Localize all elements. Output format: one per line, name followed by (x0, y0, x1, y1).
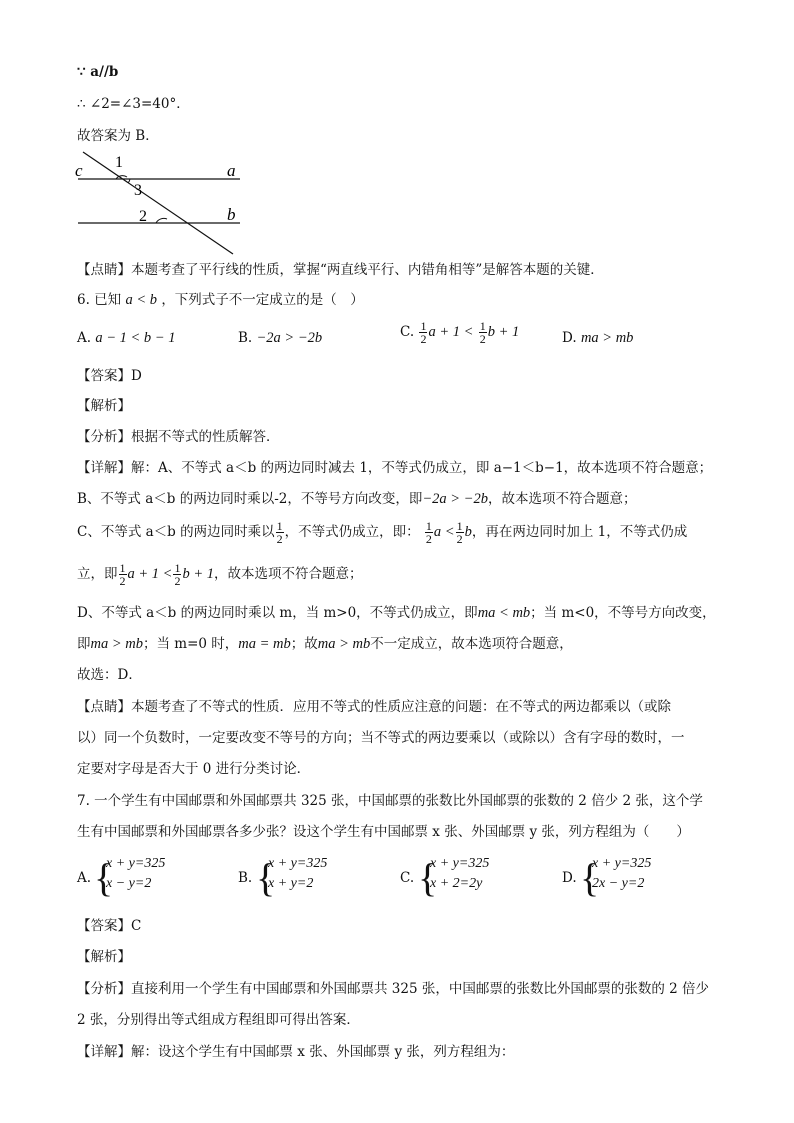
q6-detail-c-frac1: $\frac{1}{2}$ (276, 519, 283, 546)
q6-detail-c2-pre: 立，即 (77, 566, 118, 582)
q6-answer: 【答案】D (77, 368, 142, 384)
q6-point-1: 【点睛】本题考查了不等式的性质．应用不等式的性质应注意的问题：在不等式的两边都乘以（或除 (77, 699, 671, 715)
therefore-line: ∴ ∠2=∠3=40°． (77, 96, 190, 112)
q6-detail-b-post: ，故本选项不符合题意； (487, 491, 637, 507)
q6-stem-math: a < b (125, 292, 158, 308)
q6-detail-d (77, 603, 716, 623)
q6-detail-c-mid3: b (464, 524, 472, 540)
q6-option-a-label: A. (77, 330, 92, 346)
q6-detail-b-math: −2a > −2b (422, 491, 488, 507)
q6-analysis-head: 【解析】 (77, 398, 131, 414)
q7-option-b-eq2: x + y=2 (268, 876, 314, 891)
q6-detail-d2-m1: ma > mb (90, 636, 143, 652)
label-b: b (227, 205, 236, 224)
q6-detail-c2-tail: b + 1 (182, 566, 214, 582)
q7-option-c-label: C. (400, 870, 415, 886)
q7-option-c-brace: { (418, 855, 438, 900)
q7-option-c-eq2: x + 2=2y (430, 876, 483, 891)
q6-detail-c-pre: C、不等式 a＜b 的两边同时乘以 (77, 524, 275, 540)
q6-stem-text: 6. 已知 (77, 292, 122, 308)
q6-detail-d2-m2: ma = mb (238, 636, 291, 652)
q7-option-b-brace: { (256, 855, 276, 900)
q7-option-b-eq1: x + y=325 (268, 856, 328, 871)
q7-analysis-2: 2 张，分别得出等式组成方程组即可得出答案． (77, 1012, 360, 1028)
transversal-c (83, 152, 233, 254)
q6-option-c-frac2: $\frac{1}{2}$ (479, 319, 486, 346)
q6-detail-b-pre: B、不等式 a＜b 的两边同时乘以-2，不等号方向改变，即 (77, 491, 423, 507)
q7-detail: 【详解】解：设这个学生有中国邮票 x 张、外国邮票 y 张，列方程组为： (77, 1044, 515, 1060)
label-c: c (75, 161, 83, 180)
q6-detail-c2 (77, 562, 363, 587)
q6-option-b (238, 328, 322, 348)
q6-detail-c (77, 520, 687, 545)
q6-option-c-tail: b + 1 (487, 324, 520, 340)
q6-option-c-label: C. (400, 324, 415, 340)
q7-option-a-label: A. (77, 870, 92, 886)
answer-b-line: 故答案为 B． (77, 128, 159, 144)
q7-option-a-eq2: x − y=2 (106, 876, 152, 891)
angle-3-arc (128, 179, 130, 183)
q6-option-b-math: −2a > −2b (256, 330, 323, 346)
q6-point-2: 以）同一个负数时，一定要改变不等号的方向；当不等式的两边要乘以（或除以）含有字母的数时，一 (77, 730, 685, 746)
q6-detail-d2-mid: ；当 m=0 时， (142, 636, 239, 652)
q7-option-a-eq1: x + y=325 (106, 856, 166, 871)
q6-detail-c2-frac1: $\frac{1}{2}$ (119, 561, 126, 588)
q6-option-c-frac1: $\frac{1}{2}$ (420, 319, 427, 346)
q6-detail-c2-frac2: $\frac{1}{2}$ (174, 561, 181, 588)
q6-option-a-math: a − 1 < b − 1 (95, 330, 176, 346)
q6-detail-c-post: ，再在两边同时加上 1，不等式仍成 (471, 524, 688, 540)
q7-stem-2: 生有中国邮票和外国邮票各多少张？设这个学生有中国邮票 x 张、外国邮票 y 张，列方程组为（ ） (77, 824, 690, 840)
q7-answer: 【答案】C (77, 918, 142, 934)
q7-option-d-label: D. (562, 870, 577, 886)
q6-stem-tail: ，下列式子不一定成立的是（ ） (161, 292, 364, 308)
label-1: 1 (115, 154, 123, 171)
q6-detail-c-frac2: $\frac{1}{2}$ (425, 519, 432, 546)
q7-option-d-brace: { (580, 855, 600, 900)
q6-detail-a: 【详解】解：A、不等式 a＜b 的两边同时减去 1，不等式仍成立，即 a−1＜b−1，故本选项不符合题意； (77, 460, 713, 476)
q6-detail-d2-pre: 即 (77, 636, 91, 652)
because-line: ∵ a//b (77, 64, 119, 80)
parallel-lines-figure (70, 148, 250, 258)
q6-detail-c-mid2: a < (433, 524, 455, 540)
q6-detail-d-math: ma < mb (477, 605, 531, 621)
label-a: a (227, 161, 236, 180)
q6-detail-d2-m3: ma > mb (317, 636, 371, 652)
q7-option-d-eq2: 2x − y=2 (592, 876, 645, 891)
q6-option-b-label: B. (238, 330, 253, 346)
q6-point-3: 定要对字母是否大于 0 进行分类讨论． (77, 761, 311, 777)
q6-detail-c2-post: ，故本选项不符合题意； (214, 566, 363, 582)
q6-option-d (562, 328, 633, 348)
q7-option-c-eq1: x + y=325 (430, 856, 490, 871)
q6-option-c (400, 320, 519, 345)
label-3: 3 (134, 182, 142, 199)
q6-detail-d2-mid2: ；故 (290, 636, 318, 652)
q6-detail-c-frac3: $\frac{1}{2}$ (456, 519, 463, 546)
q7-option-b-label: B. (238, 870, 253, 886)
q7-analysis-head: 【解析】 (77, 949, 131, 965)
q6-stem (77, 290, 364, 310)
q6-detail-d2 (77, 634, 573, 654)
q6-option-c-mid: a + 1 < (428, 324, 474, 340)
q6-choose: 故选：D． (77, 667, 142, 683)
label-2: 2 (139, 208, 147, 225)
q6-detail-c2-mid: a + 1 < (127, 566, 173, 582)
q6-detail-b (77, 489, 636, 509)
q7-option-a-brace: { (94, 855, 114, 900)
q6-option-d-label: D. (562, 330, 577, 346)
q5-point-line: 【点睛】本题考查了平行线的性质，掌握“两直线平行、内错角相等”是解答本题的关键． (77, 262, 604, 278)
q6-detail-d-post: ；当 m<0，不等号方向改变， (530, 605, 716, 621)
angle-2-arc (156, 218, 167, 223)
q6-detail-d2-post: 不一定成立，故本选项符合题意， (370, 636, 573, 652)
q6-analysis: 【分析】根据不等式的性质解答． (77, 429, 280, 445)
q7-analysis-1: 【分析】直接利用一个学生有中国邮票和外国邮票共 325 张，中国邮票的张数比外国邮票的张数的 2 倍少 (77, 981, 710, 997)
q6-detail-d-pre: D、不等式 a＜b 的两边同时乘以 m，当 m>0，不等式仍成立，即 (77, 605, 478, 621)
q7-option-d-eq1: x + y=325 (592, 856, 652, 871)
q6-detail-c-mid1: ，不等式仍成立，即： (284, 524, 420, 540)
q6-option-d-math: ma > mb (580, 330, 634, 346)
q6-option-a (77, 328, 175, 348)
q7-stem-1: 7. 一个学生有中国邮票和外国邮票共 325 张，中国邮票的张数比外国邮票的张数的 2 倍少 2 张，这个学 (77, 793, 703, 809)
